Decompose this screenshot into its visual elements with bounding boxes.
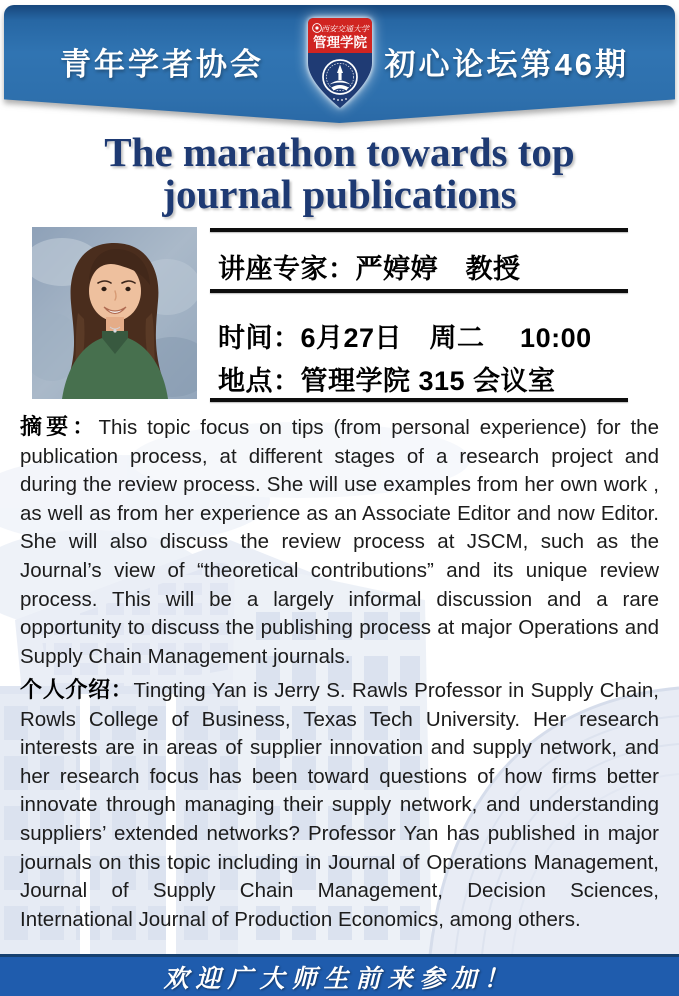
logo-school-name: 管理学院 — [312, 35, 367, 51]
divider-line-bottom — [210, 398, 628, 402]
divider-line-middle — [210, 289, 628, 293]
poster-title — [0, 131, 679, 215]
abstract-paragraph — [20, 413, 659, 671]
footer-band — [0, 954, 679, 996]
bio-label: 个人介绍： — [20, 677, 134, 702]
bio-text: Tingting Yan is Jerry S. Rawls Professor in Supply Chain, Rowls College of Business, Texas Tech University. Her research interests are in areas of supplier innovation and supply network, and her research focus has been toward questions of how firms better innovate through managing their supply network, and understanding suppliers’ extended networks? Professor Yan has published in major journals on this topic including in Journal of Operations Management, Journal of Supply Chain Management, Decision Sciences, International Journal of Production Economics, among others. — [20, 679, 659, 931]
divider-line-top — [210, 228, 628, 232]
abstract-label: 摘要： — [20, 414, 99, 439]
abstract-text: This topic focus on tips (from personal experience) for the publication process, at different stages of a research project and during the review process. She will use examples from her own work , as well as from her experience as an Associate Editor and now Editor. She will also discuss the review process at JSCM, such as the Journal’s view of “theoretical contributions” and its unique review process. This will be a largely informal discussion and a rare opportunity to discuss the publishing process at major Operations and Supply Chain Management journals. — [20, 416, 659, 668]
forum-issue-title: 初心论坛第46期 — [384, 47, 629, 82]
poster-title-line2: journal publications — [162, 171, 517, 217]
bio-paragraph — [20, 676, 659, 934]
time-line: 时间：6月27日 周二 10:00 — [218, 323, 592, 353]
speaker-photo — [32, 227, 197, 399]
school-logo — [303, 15, 377, 111]
speaker-line: 讲座专家：严婷婷 教授 — [218, 254, 521, 284]
poster-title-line1: The marathon towards top — [104, 129, 575, 175]
footer-welcome-text: 欢迎广大师生前来参加！ — [163, 963, 516, 993]
location-line: 地点：管理学院 315 会议室 — [218, 366, 556, 396]
logo-university-name: 西安交通大学 — [320, 24, 369, 34]
association-title: 青年学者协会 — [60, 47, 264, 82]
